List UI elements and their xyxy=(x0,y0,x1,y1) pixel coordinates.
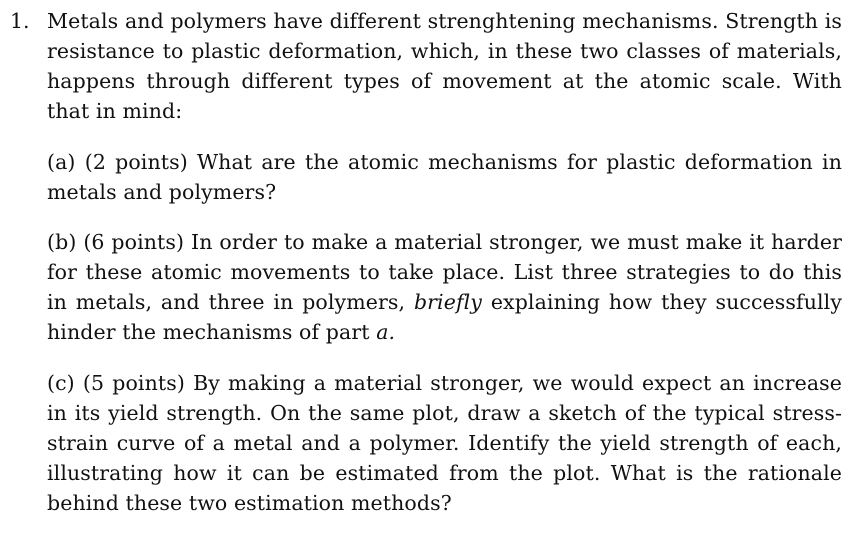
part-b-reference: a. xyxy=(376,320,396,344)
part-b-label: (b) xyxy=(47,230,77,254)
part-a-text: What are the atomic mechanisms for plastic deformation in metals and polymers? xyxy=(47,149,842,204)
part-b-text-end: explaining how they successfully hinder the mechanisms of part xyxy=(47,290,842,344)
part-a xyxy=(47,147,842,207)
part-a-points: (2 points) xyxy=(84,149,188,174)
part-b xyxy=(47,227,842,347)
part-b-text: In order to make a material stronger, we must make it harder for these atomic movements to take place. List three strategies to do this in metals, and three in polymers, xyxy=(47,230,842,314)
part-c xyxy=(47,368,842,518)
part-c-text: By making a material stronger, we would expect an increase in its yield strength. On the same plot, draw a sketch of the typical stress-strain curve of a metal and a polymer. Identify the yield strength of each, illustrating how it can be estimated from the plot. What is the rationale behind these two estimation methods? xyxy=(47,370,842,515)
part-b-emphasis: briefly xyxy=(413,290,482,314)
part-c-label: (c) xyxy=(47,370,75,395)
question-number: 1. xyxy=(10,9,30,33)
question-1 xyxy=(10,6,842,538)
part-c-points: (5 points) xyxy=(82,370,185,395)
part-b-points: (6 points) xyxy=(83,230,185,254)
part-a-label: (a) xyxy=(47,149,76,174)
question-stem: Metals and polymers have different strenghtening mechanisms. Strength is resistance to plastic deformation, which, in these two classes of materials, happens through different types of movement at the atomic scale. With that in mind: xyxy=(47,9,842,123)
